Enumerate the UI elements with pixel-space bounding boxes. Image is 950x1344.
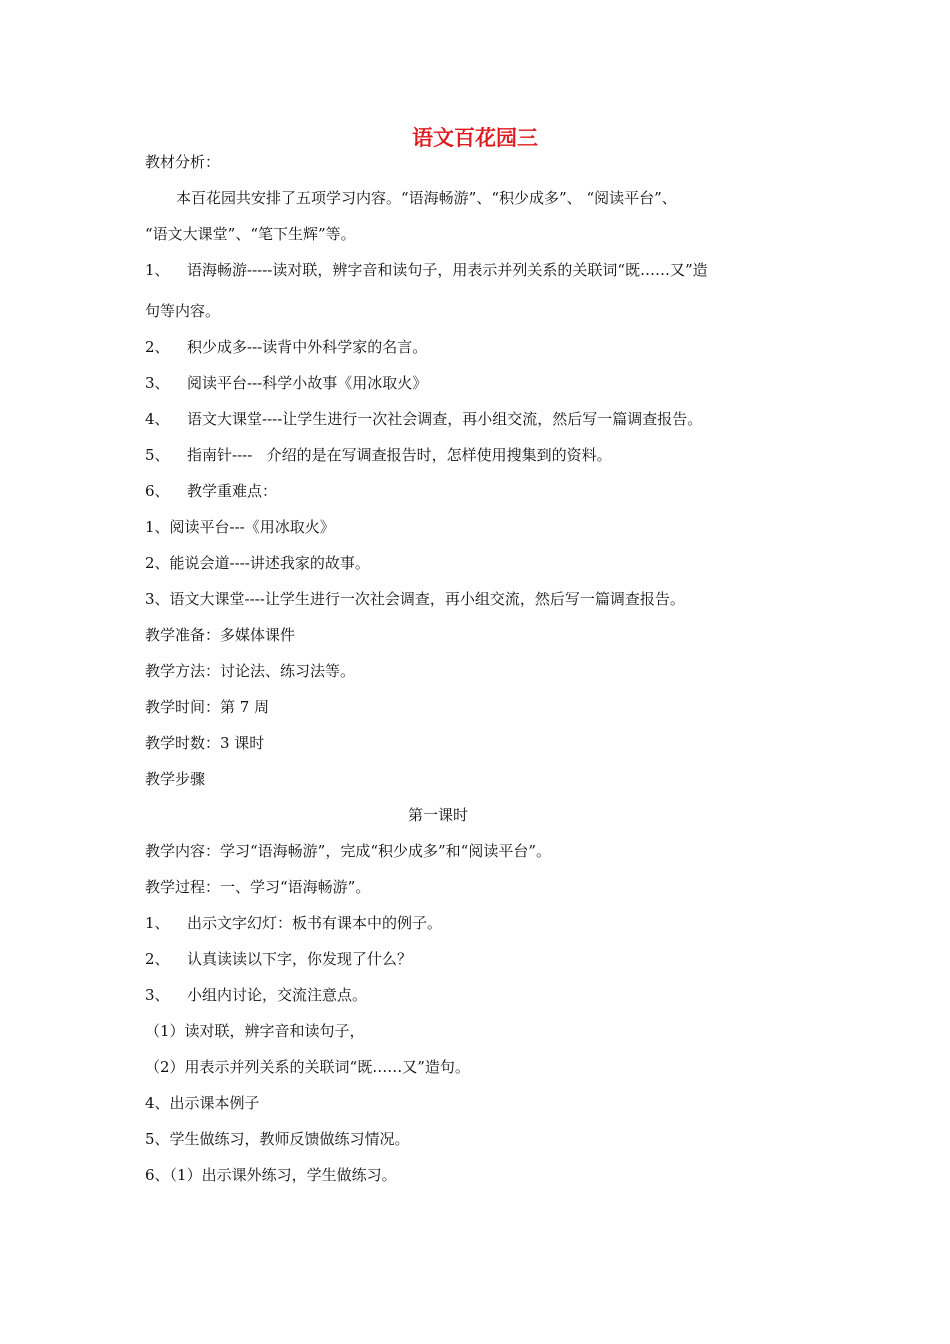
teaching-method: 教学方法：讨论法、练习法等。 (145, 662, 356, 680)
list-text: 认真读读以下字，你发现了什么？ (187, 950, 413, 968)
list-number: 4、 (145, 410, 170, 428)
list-text: 小组内讨论，交流注意点。 (187, 986, 368, 1004)
list-number: 6、 (145, 482, 170, 500)
teaching-steps-heading: 教学步骤 (145, 770, 206, 788)
list-text: 语海畅游-----读对联，辨字音和读句子，用表示并列关系的关联词“既……又”造 (187, 261, 708, 279)
key-point-item: 1、阅读平台---《用冰取火》 (145, 518, 335, 536)
teaching-time: 教学时间：第 7 周 (145, 698, 270, 716)
paragraph-line: 本百花园共安排了五项学习内容。“语海畅游”、“积少成多”、 “阅读平台”、 (176, 189, 677, 207)
list-item (145, 985, 367, 1005)
key-point-item: 2、能说会道----讲述我家的故事。 (145, 554, 370, 572)
teaching-hours: 教学时数：3 课时 (145, 734, 265, 752)
teaching-preparation: 教学准备：多媒体课件 (145, 626, 296, 644)
list-number: 5、 (145, 446, 170, 464)
list-text: 指南针---- 介绍的是在写调查报告时，怎样使用搜集到的资料。 (187, 446, 612, 464)
list-item: 4、出示课本例子 (145, 1094, 260, 1112)
list-item (145, 373, 427, 393)
list-item (145, 949, 412, 969)
lesson-heading: 第一课时 (407, 806, 468, 824)
list-item (145, 337, 427, 357)
list-item (145, 409, 702, 429)
list-item: 6、（1）出示课外练习，学生做练习。 (145, 1166, 397, 1184)
list-item: 5、学生做练习，教师反馈做练习情况。 (145, 1130, 410, 1148)
list-number: 2、 (145, 338, 170, 356)
paragraph-line: 句等内容。 (145, 302, 221, 320)
list-text: 教学重难点： (187, 482, 278, 500)
paragraph-line: “语文大课堂”、“笔下生辉”等。 (145, 225, 356, 243)
list-number: 3、 (145, 986, 170, 1004)
list-item (145, 260, 708, 280)
list-number: 1、 (145, 914, 170, 932)
sub-list-item: （2）用表示并列关系的关联词“既……又”造句。 (145, 1058, 470, 1076)
sub-list-item: （1）读对联，辨字音和读句子， (145, 1022, 365, 1040)
list-number: 3、 (145, 374, 170, 392)
list-item (145, 445, 612, 465)
key-point-item: 3、语文大课堂----让学生进行一次社会调查，再小组交流，然后写一篇调查报告。 (145, 590, 685, 608)
list-number: 1、 (145, 261, 170, 279)
teaching-content: 教学内容：学习“语海畅游”，完成“积少成多”和“阅读平台”。 (145, 842, 552, 860)
list-item (145, 481, 277, 501)
list-text: 积少成多---读背中外科学家的名言。 (187, 338, 428, 356)
list-text: 语文大课堂----让学生进行一次社会调查，再小组交流，然后写一篇调查报告。 (187, 410, 703, 428)
list-item (145, 913, 442, 933)
list-text: 阅读平台---科学小故事《用冰取火》 (187, 374, 428, 392)
list-text: 出示文字幻灯：板书有课本中的例子。 (187, 914, 443, 932)
teaching-process: 教学过程：一、学习“语海畅游”。 (145, 878, 371, 896)
list-number: 2、 (145, 950, 170, 968)
section-heading-analysis: 教材分析： (145, 153, 221, 171)
document-title: 语文百花园三 (412, 126, 538, 150)
